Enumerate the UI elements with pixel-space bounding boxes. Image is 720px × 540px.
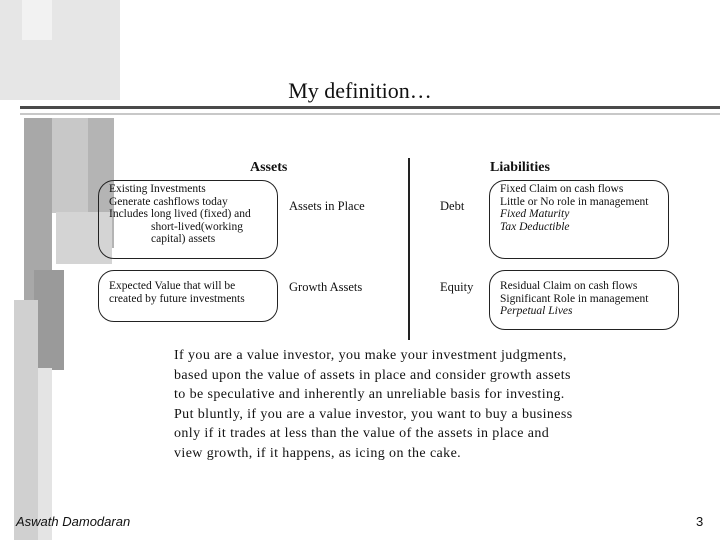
box-line: Perpetual Lives [500,305,573,317]
equity-label: Equity [440,280,474,294]
body-line: to be speculative and inherently an unreliable basis for investing. [174,387,565,402]
box-line: Fixed Claim on cash flows [500,183,624,195]
diagram-divider [408,158,410,340]
box-line: Existing Investments [109,183,206,195]
debt-box [489,180,669,259]
decor-block-light-2 [22,0,52,40]
title-rule [20,106,720,109]
body-paragraph [174,346,614,463]
growth-assets-box [98,270,278,322]
box-line: Includes long lived (fixed) and [109,208,251,220]
body-line: based upon the value of assets in place and consider growth assets [174,367,571,383]
growth-assets-label: Growth Assets [289,280,363,294]
debt-label: Debt [440,199,465,213]
liabilities-header: Liabilities [490,160,550,175]
equity-box [489,270,679,330]
box-line: Fixed Maturity [500,208,570,220]
footer-author: Aswath Damodaran [16,514,131,529]
page-number: 3 [696,514,704,529]
decor-block-dark-2 [34,270,64,370]
body-line: only if it trades at less than the value of the assets in place and [174,426,550,441]
title-rule-shadow [20,113,720,115]
body-line: If you are a value investor, you make your investment judgments, [174,348,567,363]
box-line: Significant Role in management [500,292,649,305]
box-line: created by future investments [109,292,245,305]
box-line: Little or No role in management [500,195,649,208]
body-line: Put bluntly, if you are a value investor, you want to buy a business [174,406,573,422]
box-line: Generate cashflows today [109,195,228,208]
assets-in-place-box [98,180,278,259]
assets-header: Assets [250,160,288,175]
box-line: Tax Deductible [500,220,570,233]
box-line: Residual Claim on cash flows [500,280,638,292]
assets-in-place-label: Assets in Place [289,199,365,213]
slide-title: My definition… [288,78,432,103]
body-line: view growth, if it happens, as icing on the cake. [174,445,462,461]
decor-strip [14,300,38,540]
box-line: short-lived(working [151,220,243,233]
box-line: capital) assets [151,233,216,245]
box-line: Expected Value that will be [109,280,236,292]
